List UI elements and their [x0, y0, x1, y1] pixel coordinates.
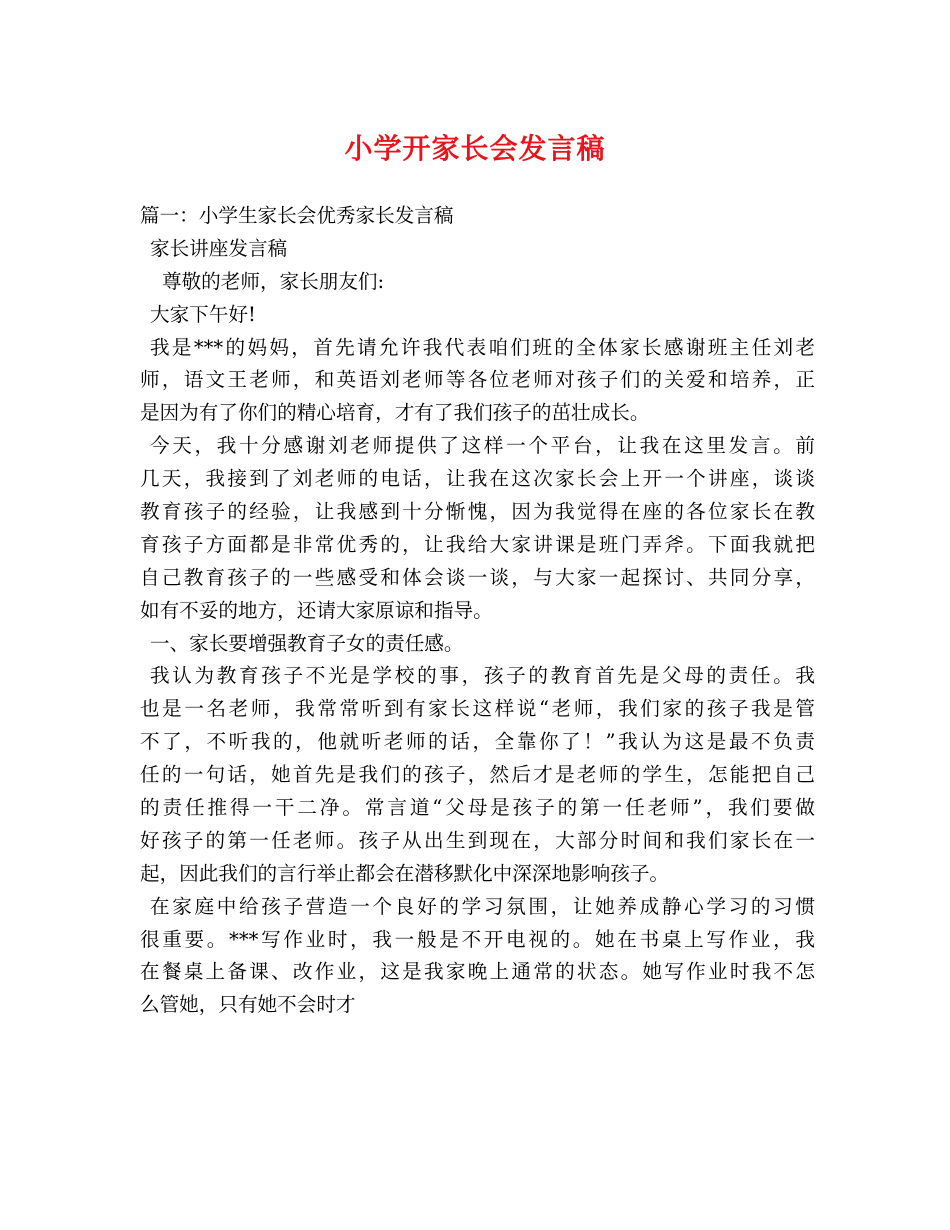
body-line: 师，语文王老师，和英语刘老师等各位老师对孩子们的关爱和培养，正: [140, 368, 815, 392]
body-line: 也是一名老师，我常常听到有家长这样说“老师，我们家的孩子我是管: [140, 697, 815, 721]
body-line: 育孩子方面都是非常优秀的，让我给大家讲课是班门弄斧。下面我就把: [140, 532, 815, 556]
body-line: 今天，我十分感谢刘老师提供了这样一个平台，让我在这里发言。前: [150, 434, 815, 458]
body-line: 在家庭中给孩子营造一个良好的学习氛围，让她养成静心学习的习惯: [150, 894, 815, 918]
body-line: 么管她，只有她不会时才: [140, 993, 356, 1017]
body-line: 在餐桌上备课、改作业，这是我家晚上通常的状态。她写作业时我不怎: [140, 960, 815, 984]
body-line: 我是***的妈妈，首先请允许我代表咱们班的全体家长感谢班主任刘老: [150, 335, 815, 359]
body-line: 大家下午好!: [150, 302, 256, 326]
document-title: 小学开家长会发言稿: [344, 132, 606, 165]
body-line: 几天，我接到了刘老师的电话，让我在这次家长会上开一个讲座，谈谈: [140, 467, 815, 491]
body-line: 家长讲座发言稿: [150, 236, 288, 260]
body-line: 任的一句话，她首先是我们的孩子，然后才是老师的学生，怎能把自己: [140, 763, 815, 787]
body-line: 很重要。***写作业时，我一般是不开电视的。她在书桌上写作业，我: [140, 927, 815, 951]
document-body: [140, 200, 815, 1022]
body-line: 教育孩子的经验，让我感到十分惭愧，因为我觉得在座的各位家长在教: [140, 500, 815, 524]
body-line: 如有不妥的地方，还请大家原谅和指导。: [140, 598, 493, 622]
body-line: 我认为教育孩子不光是学校的事，孩子的教育首先是父母的责任。我: [150, 664, 815, 688]
body-line: 一、家长要增强教育子女的责任感。: [150, 631, 464, 655]
body-line: 不了，不听我的，他就听老师的话，全靠你了！”我认为这是最不负责: [140, 730, 815, 754]
body-line: 自己教育孩子的一些感受和体会谈一谈，与大家一起探讨、共同分享，: [140, 565, 815, 589]
body-line: 尊敬的老师，家长朋友们:: [162, 269, 385, 293]
body-line: 篇一：小学生家长会优秀家长发言稿: [140, 204, 454, 227]
body-line: 好孩子的第一任老师。孩子从出生到现在，大部分时间和我们家长在一: [140, 828, 815, 852]
body-line: 是因为有了你们的精心培育，才有了我们孩子的茁壮成长。: [140, 401, 650, 425]
body-line: 的责任推得一干二净。常言道“父母是孩子的第一任老师”，我们要做: [140, 796, 815, 820]
body-line: 起，因此我们的言行举止都会在潜移默化中深深地影响孩子。: [140, 861, 670, 885]
